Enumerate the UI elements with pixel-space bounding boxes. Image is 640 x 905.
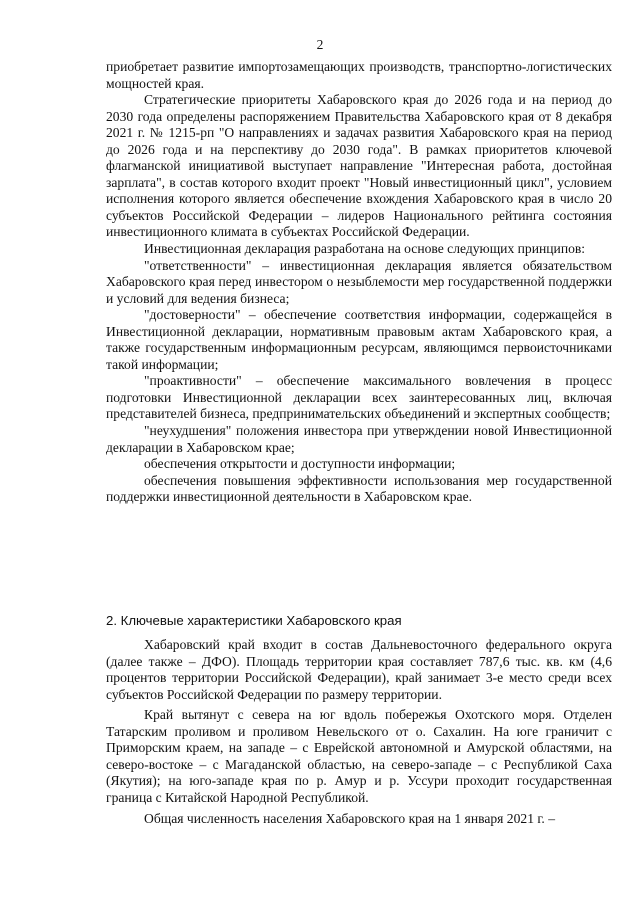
- list-item: обеспечения открытости и доступности информации;: [144, 456, 456, 472]
- paragraph: Край вытянут с севера на юг вдоль побережья Охотского моря. Отделен Татарским проливом и проливом Невельского от о. Сахалин. На юге граничит с Приморским краем, на западе – с Еврейской автономной и Амурской областями, на северо-востоке – с Магаданской областью, на северо-западе – с Республикой Саха (Якутия); на юго-западе края по р. Амур и р. Уссури проходит государственная граница с Китайской Народной Республикой.: [106, 707, 612, 805]
- paragraph: Общая численность населения Хабаровского края на 1 января 2021 г. –: [144, 811, 556, 827]
- list-item: "ответственности" – инвестиционная декларация является обязательством Хабаровского края перед инвестором о незыблемости мер государственной поддержки и условий для ведения бизнеса;: [106, 257, 612, 306]
- list-item: обеспечения повышения эффективности использования мер государственной поддержки инвестиционной деятельности в Хабаровском крае.: [106, 472, 612, 505]
- paragraph: приобретает развитие импортозамещающих производств, транспортно-логистических мощностей края.: [106, 59, 612, 91]
- page-number: 2: [316, 37, 324, 52]
- list-item: "проактивности" – обеспечение максимального вовлечения в процесс подготовки Инвестиционной декларации всех заинтересованных лиц, включая представителей бизнеса, предпринимательских объединений и экспертных сообществ;: [106, 373, 612, 422]
- document-body-section-2: [106, 637, 612, 828]
- list-item: "достоверности" – обеспечение соответствия информации, содержащейся в Инвестиционной декларации, нормативным правовым актам Хабаровского края, а также государственным информационным ресурсам, являющимся первоисточниками такой информации;: [106, 307, 612, 372]
- paragraph: Инвестиционная декларация разработана на основе следующих принципов:: [144, 241, 586, 257]
- list-item: "неухудшения" положения инвестора при утверждении новой Инвестиционной декларации в Хабаровском крае;: [106, 423, 612, 455]
- document-body: [106, 59, 612, 506]
- paragraph: Хабаровский край входит в состав Дальневосточного федерального округа (далее также – ДФО). Площадь территории края составляет 787,6 тыс. кв. км (4,6 процентов территории Российской Федерации), край занимает 3-е место среди всех субъектов Российской Федерации по размеру территории.: [106, 637, 612, 702]
- section-heading: 2. Ключевые характеристики Хабаровского края: [106, 613, 402, 628]
- paragraph: Стратегические приоритеты Хабаровского края до 2026 года и на период до 2030 года определены распоряжением Правительства Хабаровского края от 8 декабря 2021 г. № 1215-рп "О направлениях и задачах развития Хабаровского края на период до 2026 года и на перспективу до 2030 года". В рамках приоритетов ключевой флагманской инициативой выступает направление "Интересная работа, достойная зарплата", в состав которого входит проект "Новый инвестиционный цикл", условием исполнения которого является обеспечение вхождения Хабаровского края в число 20 субъектов Российской Федерации – лидеров Национального рейтинга состояния инвестиционного климата в субъектах Российской Федерации.: [106, 92, 612, 240]
